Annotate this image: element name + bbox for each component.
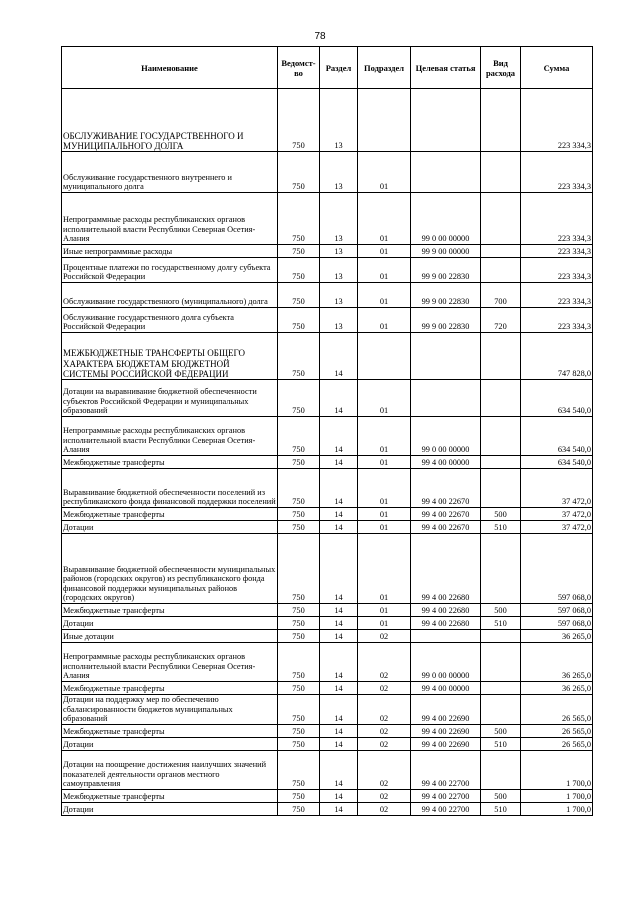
cell-subsection <box>358 89 411 152</box>
cell-dept: 750 <box>278 682 320 695</box>
table-row <box>62 469 593 508</box>
cell-expense-type <box>481 630 521 643</box>
cell-target: 99 4 00 22700 <box>411 802 481 815</box>
header-subsection: Подраздел <box>358 47 411 89</box>
cell-name: Дотации на выравнивание бюджетной обеспеченности субъектов Российской Федерации и муниципальных образований <box>62 380 278 417</box>
table-row <box>62 152 593 193</box>
cell-section: 14 <box>320 802 358 815</box>
cell-expense-type <box>481 643 521 682</box>
cell-section: 14 <box>320 682 358 695</box>
cell-section: 14 <box>320 724 358 737</box>
table-row <box>62 333 593 380</box>
cell-expense-type: 510 <box>481 737 521 750</box>
table-row <box>62 724 593 737</box>
cell-amount: 1 700,0 <box>521 789 593 802</box>
cell-target: 99 4 00 22670 <box>411 508 481 521</box>
cell-amount: 223 334,3 <box>521 283 593 308</box>
cell-amount: 223 334,3 <box>521 89 593 152</box>
cell-target: 99 9 00 00000 <box>411 245 481 258</box>
cell-name: Дотации <box>62 521 278 534</box>
cell-section: 13 <box>320 152 358 193</box>
cell-expense-type <box>481 380 521 417</box>
cell-dept: 750 <box>278 283 320 308</box>
cell-amount: 37 472,0 <box>521 508 593 521</box>
table-row <box>62 682 593 695</box>
cell-amount: 26 565,0 <box>521 737 593 750</box>
cell-subsection: 01 <box>358 604 411 617</box>
cell-subsection: 01 <box>358 617 411 630</box>
cell-subsection: 02 <box>358 789 411 802</box>
cell-dept: 750 <box>278 604 320 617</box>
cell-name: Дотации <box>62 737 278 750</box>
cell-expense-type: 720 <box>481 308 521 333</box>
cell-subsection: 02 <box>358 682 411 695</box>
cell-target: 99 4 00 22690 <box>411 695 481 725</box>
cell-dept: 750 <box>278 193 320 245</box>
cell-subsection: 01 <box>358 534 411 604</box>
cell-dept: 750 <box>278 417 320 456</box>
table-row <box>62 737 593 750</box>
cell-expense-type <box>481 534 521 604</box>
cell-dept: 750 <box>278 508 320 521</box>
cell-section: 13 <box>320 258 358 283</box>
cell-subsection: 01 <box>358 283 411 308</box>
cell-dept: 750 <box>278 308 320 333</box>
cell-section: 14 <box>320 604 358 617</box>
cell-target <box>411 630 481 643</box>
page-number: 78 <box>314 31 326 42</box>
cell-target: 99 4 00 22670 <box>411 469 481 508</box>
cell-subsection: 02 <box>358 695 411 725</box>
table-row <box>62 258 593 283</box>
cell-amount: 36 265,0 <box>521 643 593 682</box>
cell-section: 14 <box>320 737 358 750</box>
cell-name: Непрограммные расходы республиканских органов исполнительной власти Республики Северная Осетия-Алания <box>62 193 278 245</box>
cell-name: МЕЖБЮДЖЕТНЫЕ ТРАНСФЕРТЫ ОБЩЕГО ХАРАКТЕРА БЮДЖЕТАМ БЮДЖЕТНОЙ СИСТЕМЫ РОССИЙСКОЙ ФЕДЕРАЦИИ <box>62 333 278 380</box>
table-row <box>62 417 593 456</box>
cell-amount: 1 700,0 <box>521 750 593 789</box>
cell-section: 14 <box>320 508 358 521</box>
cell-target: 99 9 00 22830 <box>411 258 481 283</box>
cell-section: 14 <box>320 750 358 789</box>
table-row <box>62 380 593 417</box>
cell-amount: 223 334,3 <box>521 245 593 258</box>
cell-name: Обслуживание государственного (муниципального) долга <box>62 283 278 308</box>
cell-section: 14 <box>320 534 358 604</box>
cell-amount: 37 472,0 <box>521 469 593 508</box>
cell-dept: 750 <box>278 737 320 750</box>
cell-name: Дотации <box>62 802 278 815</box>
table-row <box>62 617 593 630</box>
cell-expense-type <box>481 193 521 245</box>
table-row <box>62 193 593 245</box>
cell-target: 99 4 00 22680 <box>411 534 481 604</box>
budget-table <box>61 46 593 816</box>
cell-name: Межбюджетные трансферты <box>62 682 278 695</box>
cell-target <box>411 152 481 193</box>
cell-name: Межбюджетные трансферты <box>62 724 278 737</box>
cell-subsection: 01 <box>358 521 411 534</box>
cell-amount: 223 334,3 <box>521 152 593 193</box>
cell-section: 14 <box>320 617 358 630</box>
cell-expense-type <box>481 89 521 152</box>
cell-target: 99 4 00 22670 <box>411 521 481 534</box>
cell-dept: 750 <box>278 152 320 193</box>
cell-name: Межбюджетные трансферты <box>62 508 278 521</box>
cell-section: 14 <box>320 643 358 682</box>
cell-section: 14 <box>320 469 358 508</box>
cell-expense-type: 510 <box>481 521 521 534</box>
cell-dept: 750 <box>278 617 320 630</box>
cell-subsection: 01 <box>358 245 411 258</box>
cell-target: 99 4 00 22690 <box>411 724 481 737</box>
cell-dept: 750 <box>278 750 320 789</box>
cell-target: 99 4 00 22700 <box>411 750 481 789</box>
cell-expense-type: 500 <box>481 508 521 521</box>
table-row <box>62 695 593 725</box>
table-row <box>62 456 593 469</box>
cell-expense-type: 500 <box>481 604 521 617</box>
cell-amount: 223 334,3 <box>521 193 593 245</box>
cell-amount: 36 265,0 <box>521 682 593 695</box>
cell-section: 13 <box>320 308 358 333</box>
cell-expense-type <box>481 750 521 789</box>
header-section: Раздел <box>320 47 358 89</box>
cell-expense-type: 500 <box>481 789 521 802</box>
header-amount: Сумма <box>521 47 593 89</box>
cell-amount: 26 565,0 <box>521 695 593 725</box>
table-row <box>62 283 593 308</box>
cell-dept: 750 <box>278 534 320 604</box>
header-name: Наименование <box>62 47 278 89</box>
cell-name: Межбюджетные трансферты <box>62 604 278 617</box>
cell-subsection: 01 <box>358 417 411 456</box>
cell-dept: 750 <box>278 258 320 283</box>
table-header-row <box>62 47 593 89</box>
cell-expense-type <box>481 695 521 725</box>
cell-name: Обслуживание государственного долга субъекта Российской Федерации <box>62 308 278 333</box>
cell-amount: 634 540,0 <box>521 456 593 469</box>
cell-dept: 750 <box>278 724 320 737</box>
cell-name: Иные дотации <box>62 630 278 643</box>
cell-dept: 750 <box>278 630 320 643</box>
table-row <box>62 789 593 802</box>
cell-dept: 750 <box>278 789 320 802</box>
cell-name: Дотации на поощрение достижения наилучших значений показателей деятельности органов местного самоуправления <box>62 750 278 789</box>
cell-subsection <box>358 333 411 380</box>
table-row <box>62 643 593 682</box>
cell-dept: 750 <box>278 695 320 725</box>
table-row <box>62 245 593 258</box>
cell-expense-type: 700 <box>481 283 521 308</box>
cell-amount: 1 700,0 <box>521 802 593 815</box>
cell-subsection: 01 <box>358 508 411 521</box>
cell-name: Обслуживание государственного внутреннего и муниципального долга <box>62 152 278 193</box>
cell-dept: 750 <box>278 380 320 417</box>
table-row <box>62 534 593 604</box>
cell-name: ОБСЛУЖИВАНИЕ ГОСУДАРСТВЕННОГО И МУНИЦИПАЛЬНОГО ДОЛГА <box>62 89 278 152</box>
cell-amount: 747 828,0 <box>521 333 593 380</box>
cell-expense-type: 500 <box>481 724 521 737</box>
cell-dept: 750 <box>278 521 320 534</box>
cell-expense-type <box>481 417 521 456</box>
cell-name: Непрограммные расходы республиканских органов исполнительной власти Республики Северная Осетия-Алания <box>62 643 278 682</box>
cell-target: 99 0 00 00000 <box>411 417 481 456</box>
cell-target: 99 9 00 22830 <box>411 308 481 333</box>
cell-name: Выравнивание бюджетной обеспеченности поселений из республиканского фонда финансовой поддержки поселений <box>62 469 278 508</box>
cell-name: Межбюджетные трансферты <box>62 789 278 802</box>
cell-section: 13 <box>320 245 358 258</box>
cell-section: 13 <box>320 283 358 308</box>
cell-amount: 634 540,0 <box>521 380 593 417</box>
cell-target: 99 4 00 00000 <box>411 456 481 469</box>
cell-dept: 750 <box>278 456 320 469</box>
cell-amount: 223 334,3 <box>521 258 593 283</box>
table-row <box>62 521 593 534</box>
cell-expense-type: 510 <box>481 617 521 630</box>
cell-dept: 750 <box>278 333 320 380</box>
cell-expense-type <box>481 469 521 508</box>
header-dept: Ведомст-во <box>278 47 320 89</box>
cell-name: Межбюджетные трансферты <box>62 456 278 469</box>
table-row <box>62 308 593 333</box>
table-row <box>62 802 593 815</box>
cell-section: 13 <box>320 193 358 245</box>
cell-amount: 634 540,0 <box>521 417 593 456</box>
cell-target <box>411 333 481 380</box>
cell-subsection: 02 <box>358 724 411 737</box>
cell-subsection: 01 <box>358 258 411 283</box>
cell-target: 99 9 00 22830 <box>411 283 481 308</box>
cell-subsection: 02 <box>358 630 411 643</box>
cell-section: 14 <box>320 789 358 802</box>
cell-section: 14 <box>320 417 358 456</box>
cell-amount: 36 265,0 <box>521 630 593 643</box>
table-row <box>62 604 593 617</box>
table-row <box>62 508 593 521</box>
table-row <box>62 89 593 152</box>
cell-amount: 597 068,0 <box>521 617 593 630</box>
cell-target: 99 0 00 00000 <box>411 193 481 245</box>
cell-subsection: 02 <box>358 802 411 815</box>
cell-expense-type <box>481 682 521 695</box>
cell-subsection: 02 <box>358 750 411 789</box>
cell-amount: 597 068,0 <box>521 534 593 604</box>
cell-subsection: 01 <box>358 469 411 508</box>
header-expense-type: Вид расхода <box>481 47 521 89</box>
cell-expense-type <box>481 333 521 380</box>
cell-section: 14 <box>320 695 358 725</box>
cell-expense-type <box>481 258 521 283</box>
cell-target: 99 4 00 22690 <box>411 737 481 750</box>
cell-name: Дотации <box>62 617 278 630</box>
cell-subsection: 01 <box>358 308 411 333</box>
cell-section: 14 <box>320 521 358 534</box>
cell-target: 99 0 00 00000 <box>411 643 481 682</box>
cell-section: 13 <box>320 89 358 152</box>
cell-dept: 750 <box>278 89 320 152</box>
cell-amount: 597 068,0 <box>521 604 593 617</box>
cell-section: 14 <box>320 333 358 380</box>
cell-dept: 750 <box>278 245 320 258</box>
cell-name: Иные непрограммные расходы <box>62 245 278 258</box>
cell-expense-type <box>481 152 521 193</box>
cell-target: 99 4 00 00000 <box>411 682 481 695</box>
cell-subsection: 02 <box>358 737 411 750</box>
cell-dept: 750 <box>278 802 320 815</box>
cell-section: 14 <box>320 456 358 469</box>
cell-dept: 750 <box>278 469 320 508</box>
cell-target: 99 4 00 22680 <box>411 604 481 617</box>
cell-subsection: 01 <box>358 380 411 417</box>
cell-name: Дотации на поддержку мер по обеспечению сбалансированности бюджетов муниципальных образований <box>62 695 278 725</box>
cell-amount: 37 472,0 <box>521 521 593 534</box>
cell-target: 99 4 00 22700 <box>411 789 481 802</box>
cell-section: 14 <box>320 630 358 643</box>
cell-amount: 223 334,3 <box>521 308 593 333</box>
cell-name: Выравнивание бюджетной обеспеченности муниципальных районов (городских округов) из республиканского фонда финансовой поддержки муниципальных районов (городских округов) <box>62 534 278 604</box>
table-row <box>62 750 593 789</box>
cell-target <box>411 89 481 152</box>
cell-subsection: 01 <box>358 152 411 193</box>
cell-amount: 26 565,0 <box>521 724 593 737</box>
cell-subsection: 01 <box>358 193 411 245</box>
cell-target <box>411 380 481 417</box>
cell-subsection: 01 <box>358 456 411 469</box>
cell-expense-type <box>481 456 521 469</box>
cell-expense-type: 510 <box>481 802 521 815</box>
cell-dept: 750 <box>278 643 320 682</box>
cell-expense-type <box>481 245 521 258</box>
cell-name: Непрограммные расходы республиканских органов исполнительной власти Республики Северная Осетия-Алания <box>62 417 278 456</box>
cell-target: 99 4 00 22680 <box>411 617 481 630</box>
cell-section: 14 <box>320 380 358 417</box>
table-row <box>62 630 593 643</box>
header-target: Целевая статья <box>411 47 481 89</box>
cell-name: Процентные платежи по государственному долгу субъекта Российской Федерации <box>62 258 278 283</box>
cell-subsection: 02 <box>358 643 411 682</box>
